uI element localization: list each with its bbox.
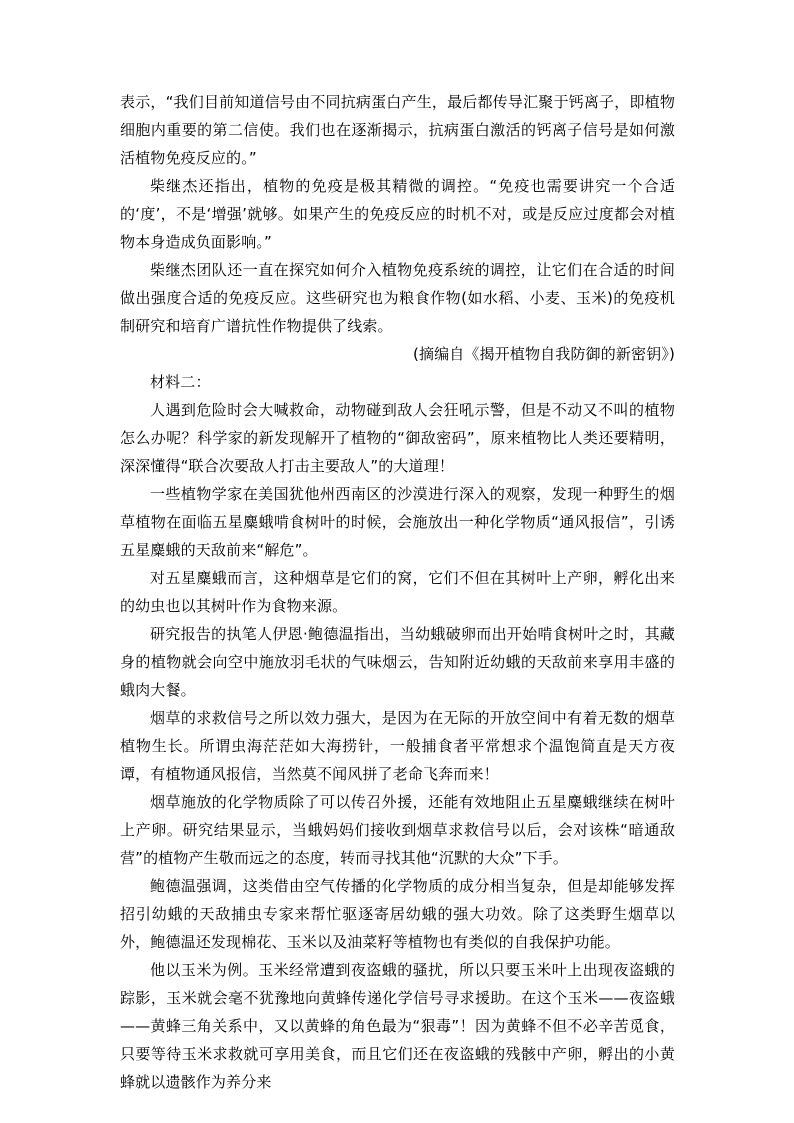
paragraph-corn-example: 他以玉米为例。玉米经常遭到夜盗蛾的骚扰，所以只要玉米叶上出现夜盗蛾的踪影，玉米就会毫不犹豫地向黄蜂传递化学信号寻求援助。在这个玉米——夜盗蛾——黄蜂三角关系中，又以黄蜂的角色最为“狠毒”！因为黄蜂不但不必辛苦觅食，只要等待玉米求救就可享用美食，而且它们还在夜盗蛾的残骸中产卵，孵出的小黄蜂就以遗骸作为养分来 [120, 961, 675, 1091]
section-heading-material-two: 材料二： [150, 373, 211, 391]
paragraph-chemical-complexity: 鲍德温强调，这类借由空气传播的化学物质的成分相当复杂，但是却能够发挥招引幼蛾的天敌捕虫专家来帮忙驱逐寄居幼蛾的强大功效。除了这类野生烟草以外，鲍德温还发现棉花、玉米以及油菜籽等植物也有类似的自我保护功能。 [120, 877, 675, 951]
paragraph-utah-observation: 一些植物学家在美国犹他州西南区的沙漠进行深入的观察，发现一种野生的烟草植物在面临五星麋蛾啃食树叶的时候，会施放出一种化学物质“通风报信”，引诱五星麋蛾的天敌前来“解危”。 [120, 485, 675, 559]
paragraph-signal-power: 烟草的求救信号之所以效力强大，是因为在无际的开放空间中有着无数的烟草植物生长。所谓虫海茫茫如大海捞针，一般捕食者平常想求个温饱简直是天方夜谭，有植物通风报信，当然莫不闻风拼了老命飞奔而来！ [120, 709, 675, 783]
paragraph-team-research: 柴继杰团队还一直在探究如何介入植物免疫系统的调控，让它们在合适的时间做出强度合适的免疫反应。这些研究也为粮食作物(如水稻、小麦、玉米)的免疫机制研究和培育广谱抗性作物提供了线索。 [120, 261, 675, 335]
source-citation: (摘编自《揭开植物自我防御的新密钥》) [412, 345, 675, 363]
paragraph-defense-code: 人遇到危险时会大喊救命，动物碰到敌人会狂吼示警，但是不动又不叫的植物怎么办呢？科学家的新发现解开了植物的“御敌密码”，原来植物比人类还要精明，深深懂得“联合次要敌人打击主要敌人”的大道理！ [120, 401, 675, 475]
document-page [120, 88, 675, 1096]
paragraph-calcium-signal: 表示，“我们目前知道信号由不同抗病蛋白产生，最后都传导汇聚于钙离子，即植物细胞内重要的第二信使。我们也在逐渐揭示，抗病蛋白激活的钙离子信号是如何激活植物免疫反应的。” [120, 93, 675, 167]
paragraph-moth-nest: 对五星麋蛾而言，这种烟草是它们的窝，它们不但在其树叶上产卵，孵化出来的幼虫也以其树叶作为食物来源。 [120, 569, 675, 615]
paragraph-egg-deterrence: 烟草施放的化学物质除了可以传召外援，还能有效地阻止五星麋蛾继续在树叶上产卵。研究结果显示，当蛾妈妈们接收到烟草求救信号以后，会对该株“暗通敌营”的植物产生敬而远之的态度，转而寻找其他“沉默的大众”下手。 [120, 793, 675, 867]
paragraph-immune-degree: 柴继杰还指出，植物的免疫是极其精微的调控。“免疫也需要讲究一个合适的‘度’，不是‘增强’就够。如果产生的免疫反应的时机不对，或是反应过度都会对植物本身造成负面影响。” [120, 177, 675, 251]
paragraph-baldwin-report: 研究报告的执笔人伊恩·鲍德温指出，当幼蛾破卵而出开始啃食树叶之时，其藏身的植物就会向空中施放羽毛状的气味烟云，告知附近幼蛾的天敌前来享用丰盛的蛾肉大餐。 [120, 625, 675, 699]
